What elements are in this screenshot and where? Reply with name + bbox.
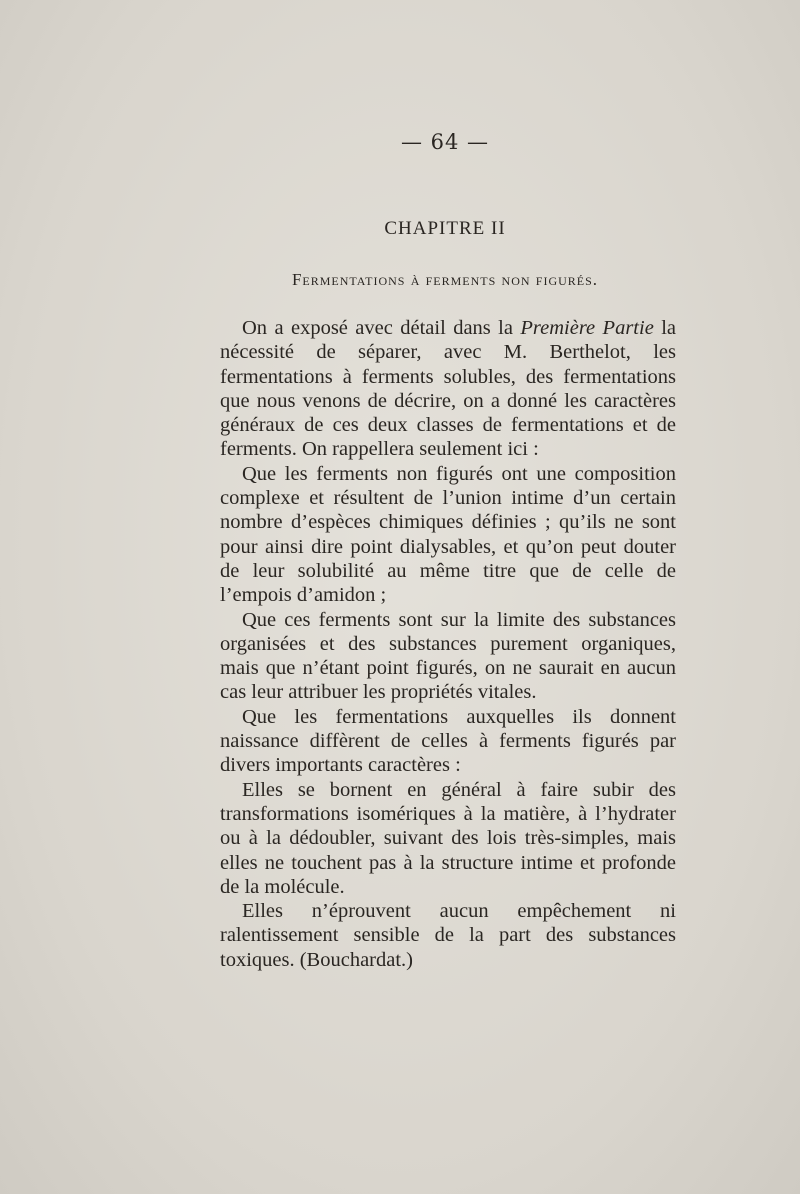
- paragraph: Que les fermentations auxquelles ils donnent naissance diffèrent de celles à ferments figurés par divers importants caractères :: [220, 705, 676, 777]
- paragraph: Elles se bornent en général à faire subir des transformations isomériques à la matière, à l’hydrater ou à la dédoubler, suivant des lois très-simples, mais elles ne touchent pas à la structure intime et profonde de la molécule.: [220, 778, 676, 898]
- body-text: [220, 316, 676, 972]
- paragraph: Que les ferments non figurés ont une composition complexe et résultent de l’union intime d’un certain nombre d’espèces chimiques définies ; qu’ils ne sont pour ainsi dire point dialysables, et qu’on peut douter de leur solubilité au même titre que de celle de l’empois d’amidon ;: [220, 462, 676, 607]
- paragraph: On a exposé avec détail dans la Première Partie la nécessité de séparer, avec M. Berthelot, les fermentations à ferments solubles, des fermentations que nous venons de décrire, on a donné les caractères généraux de ces deux classes de fermentations et de ferments. On rappellera seulement ici :: [220, 317, 676, 461]
- paragraph: Elles n’éprouvent aucun empêchement ni ralentissement sensible de la part des substances toxiques. (Bouchardat.): [220, 900, 676, 971]
- paragraph: Que ces ferments sont sur la limite des substances organisées et des substances purement organiques, mais que n’étant point figurés, on ne saurait en aucun cas leur attribuer les propriétés vitales.: [220, 608, 676, 704]
- emphasis-text: Première Partie: [520, 317, 654, 339]
- chapter-title: CHAPITRE II: [384, 218, 506, 239]
- chapter-subtitle: Fermentations à ferments non figurés.: [291, 270, 599, 289]
- page-number: — 64 —: [400, 130, 490, 154]
